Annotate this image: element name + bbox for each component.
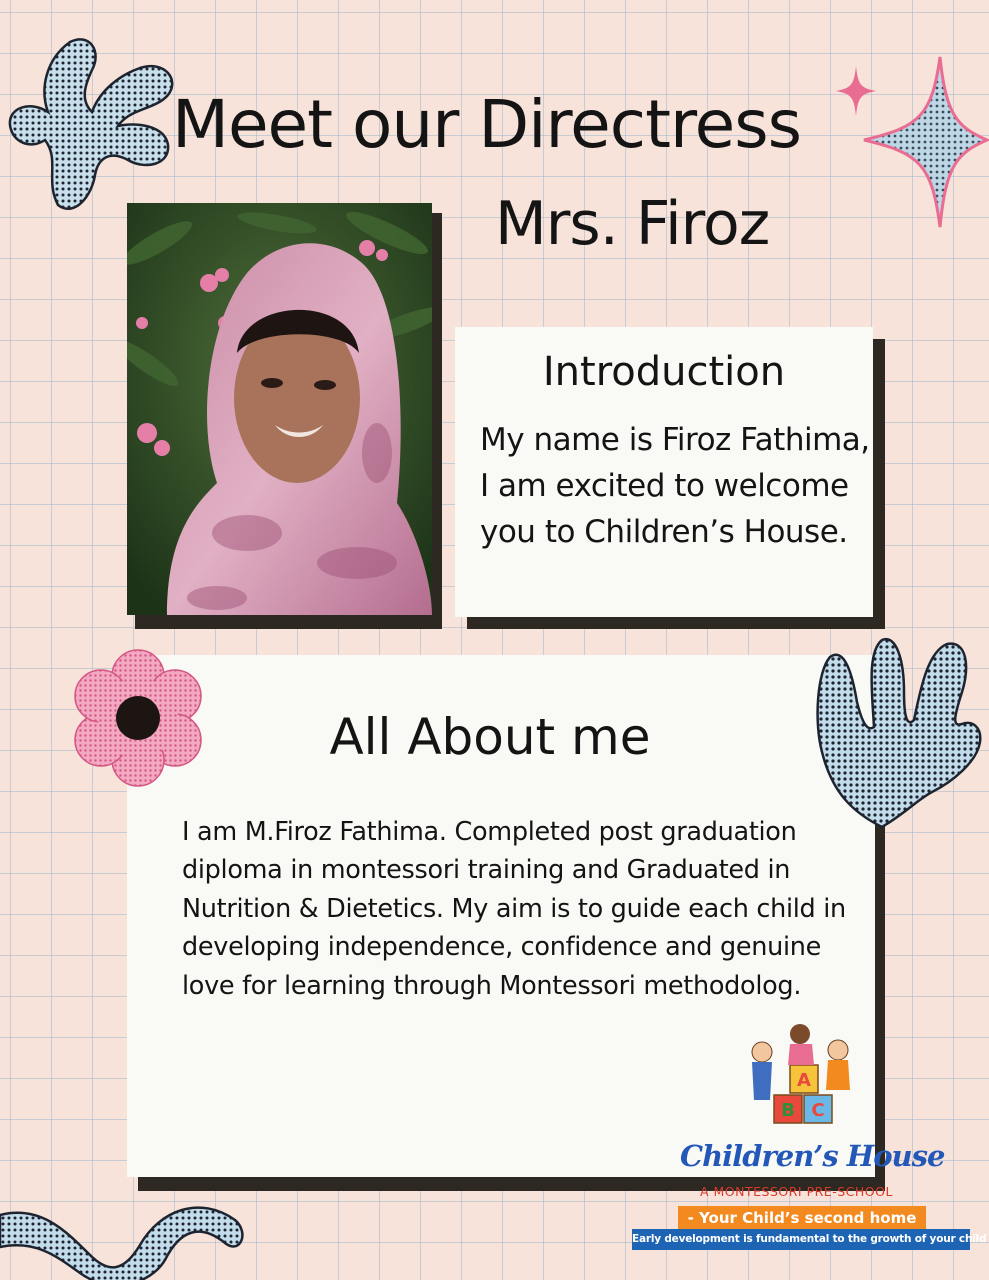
school-logo-icon bbox=[740, 1020, 870, 1140]
leaf-decoration-icon bbox=[0, 30, 200, 215]
brand-subtitle: A MONTESSORI PRE-SCHOOL bbox=[700, 1184, 893, 1199]
brand-strip: Early development is fundamental to the growth of your child bbox=[632, 1229, 970, 1250]
about-text-line: diploma in montessori training and Graduated in bbox=[182, 855, 791, 885]
brand-tagline: - Your Child’s second home bbox=[678, 1206, 926, 1230]
about-text-line: I am M.Firoz Fathima. Completed post graduation bbox=[182, 817, 797, 847]
star-decoration-icon bbox=[862, 55, 989, 230]
flower-decoration-icon bbox=[63, 648, 213, 788]
about-heading: All About me bbox=[329, 708, 651, 766]
wave-decoration-icon bbox=[0, 1185, 250, 1280]
page-subtitle-name: Mrs. Firoz bbox=[495, 189, 770, 259]
directress-photo bbox=[127, 203, 432, 615]
page-title: Meet our Directress bbox=[172, 86, 802, 163]
about-text-line: developing independence, confidence and genuine bbox=[182, 932, 821, 962]
intro-heading: Introduction bbox=[542, 349, 786, 395]
intro-text-line: My name is Firoz Fathima, bbox=[480, 422, 870, 458]
logo-block-b: B bbox=[781, 1100, 795, 1121]
hand-decoration-icon bbox=[812, 632, 989, 832]
logo-block-a: A bbox=[797, 1070, 811, 1091]
intro-text-line: I am excited to welcome bbox=[480, 468, 849, 504]
intro-text-line: you to Children’s House. bbox=[480, 514, 848, 550]
brand-name: Children’s House bbox=[680, 1139, 945, 1173]
about-text-line: love for learning through Montessori methodolog. bbox=[182, 971, 802, 1001]
about-text-line: Nutrition & Dietetics. My aim is to guide each child in bbox=[182, 894, 846, 924]
logo-block-c: C bbox=[811, 1100, 825, 1121]
